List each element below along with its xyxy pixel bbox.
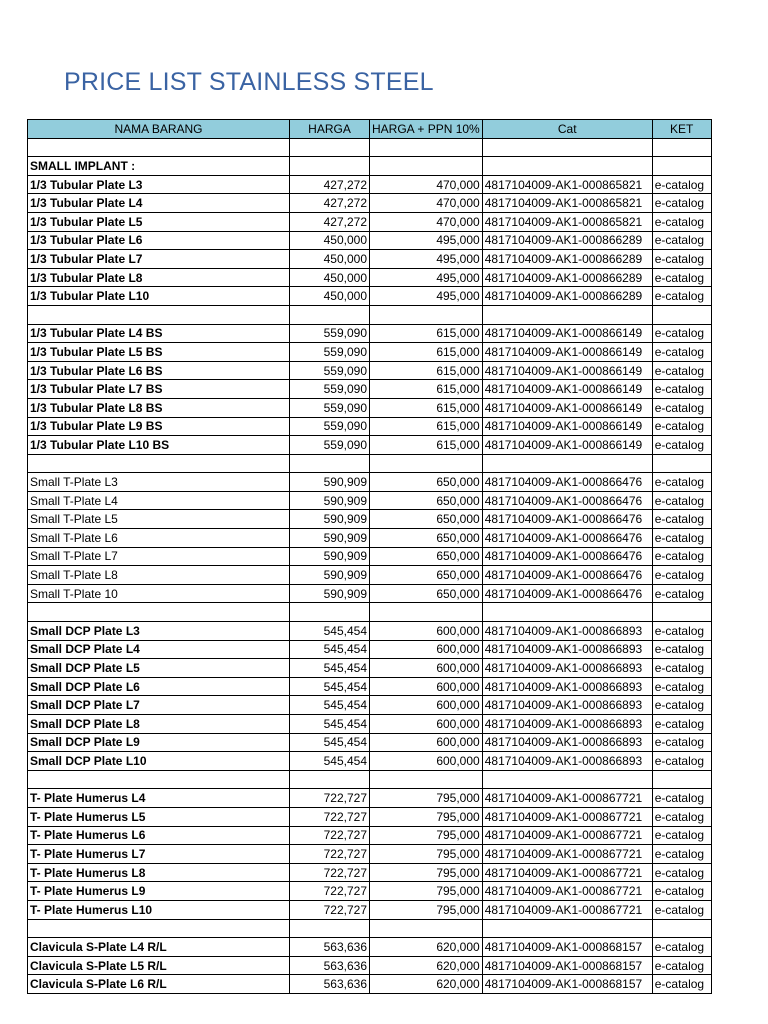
- cell-ket[interactable]: e-catalog: [652, 622, 711, 641]
- cell-ket[interactable]: e-catalog: [652, 715, 711, 734]
- cell-cat[interactable]: 4817104009-AK1-000866893: [482, 696, 652, 715]
- cell-harga[interactable]: 559,090: [290, 324, 370, 343]
- cell-cat[interactable]: 4817104009-AK1-000866149: [482, 324, 652, 343]
- cell-cat[interactable]: [482, 157, 652, 176]
- cell-cat[interactable]: 4817104009-AK1-000866149: [482, 436, 652, 455]
- cell-harga[interactable]: 559,090: [290, 436, 370, 455]
- cell-nama-barang[interactable]: 1/3 Tubular Plate L6: [28, 231, 290, 250]
- cell-ket[interactable]: e-catalog: [652, 268, 711, 287]
- cell-harga[interactable]: 545,454: [290, 677, 370, 696]
- cell-cat[interactable]: [482, 770, 652, 789]
- cell-harga-ppn[interactable]: 650,000: [370, 584, 483, 603]
- cell-harga-ppn[interactable]: 600,000: [370, 659, 483, 678]
- cell-harga[interactable]: 563,636: [290, 975, 370, 994]
- table-row: [28, 547, 712, 566]
- cell-harga[interactable]: [290, 603, 370, 622]
- cell-nama-barang[interactable]: Small T-Plate L3: [28, 473, 290, 492]
- cell-ket[interactable]: e-catalog: [652, 398, 711, 417]
- cell-harga-ppn[interactable]: 620,000: [370, 956, 483, 975]
- cell-nama-barang[interactable]: Small T-Plate L8: [28, 566, 290, 585]
- cell-ket[interactable]: e-catalog: [652, 529, 711, 548]
- blank-row: [28, 454, 712, 473]
- cell-nama-barang[interactable]: 1/3 Tubular Plate L4: [28, 194, 290, 213]
- cell-ket[interactable]: [652, 454, 711, 473]
- cell-ket[interactable]: e-catalog: [652, 640, 711, 659]
- cell-harga[interactable]: 450,000: [290, 231, 370, 250]
- table-row: [28, 231, 712, 250]
- table-row: [28, 529, 712, 548]
- cell-harga[interactable]: [290, 454, 370, 473]
- cell-nama-barang[interactable]: [28, 138, 290, 157]
- price-table: [27, 119, 712, 994]
- cell-ket[interactable]: e-catalog: [652, 417, 711, 436]
- cell-harga[interactable]: 590,909: [290, 529, 370, 548]
- cell-cat[interactable]: 4817104009-AK1-000866476: [482, 491, 652, 510]
- cell-harga[interactable]: 563,636: [290, 938, 370, 957]
- blank-row: [28, 919, 712, 938]
- cell-ket[interactable]: e-catalog: [652, 882, 711, 901]
- cell-harga[interactable]: 545,454: [290, 696, 370, 715]
- cell-harga[interactable]: 722,727: [290, 789, 370, 808]
- cell-ket[interactable]: [652, 603, 711, 622]
- cell-harga-ppn[interactable]: 600,000: [370, 640, 483, 659]
- cell-harga-ppn[interactable]: 620,000: [370, 938, 483, 957]
- cell-cat[interactable]: 4817104009-AK1-000867721: [482, 826, 652, 845]
- section-row: [28, 157, 712, 176]
- cell-nama-barang[interactable]: 1/3 Tubular Plate L6 BS: [28, 361, 290, 380]
- cell-harga[interactable]: 590,909: [290, 547, 370, 566]
- cell-nama-barang[interactable]: Small T-Plate L4: [28, 491, 290, 510]
- table-row: [28, 622, 712, 641]
- column-header-nama-barang[interactable]: NAMA BARANG: [28, 120, 290, 139]
- cell-ket[interactable]: [652, 770, 711, 789]
- cell-nama-barang[interactable]: 1/3 Tubular Plate L5 BS: [28, 343, 290, 362]
- cell-harga-ppn[interactable]: 795,000: [370, 882, 483, 901]
- table-row: [28, 640, 712, 659]
- cell-harga[interactable]: 450,000: [290, 250, 370, 269]
- cell-nama-barang[interactable]: 1/3 Tubular Plate L5: [28, 212, 290, 231]
- table-row: [28, 733, 712, 752]
- cell-harga[interactable]: 722,727: [290, 826, 370, 845]
- cell-nama-barang[interactable]: 1/3 Tubular Plate L10 BS: [28, 436, 290, 455]
- cell-nama-barang[interactable]: Small DCP Plate L8: [28, 715, 290, 734]
- cell-cat[interactable]: [482, 305, 652, 324]
- cell-harga-ppn[interactable]: 650,000: [370, 491, 483, 510]
- cell-harga[interactable]: 559,090: [290, 417, 370, 436]
- cell-harga-ppn[interactable]: 495,000: [370, 250, 483, 269]
- cell-nama-barang[interactable]: Clavicula S-Plate L4 R/L: [28, 938, 290, 957]
- cell-ket[interactable]: e-catalog: [652, 584, 711, 603]
- column-header-harga-ppn[interactable]: HARGA + PPN 10%: [370, 120, 483, 139]
- cell-ket[interactable]: e-catalog: [652, 900, 711, 919]
- cell-harga-ppn[interactable]: 795,000: [370, 807, 483, 826]
- column-header-harga[interactable]: HARGA: [290, 120, 370, 139]
- cell-nama-barang[interactable]: T- Plate Humerus L5: [28, 807, 290, 826]
- cell-harga-ppn[interactable]: 470,000: [370, 175, 483, 194]
- cell-harga-ppn[interactable]: 600,000: [370, 715, 483, 734]
- cell-harga[interactable]: 559,090: [290, 398, 370, 417]
- cell-harga-ppn[interactable]: 495,000: [370, 268, 483, 287]
- table-row: [28, 212, 712, 231]
- cell-harga[interactable]: 545,454: [290, 733, 370, 752]
- table-row: [28, 398, 712, 417]
- cell-harga-ppn[interactable]: 650,000: [370, 566, 483, 585]
- cell-cat[interactable]: 4817104009-AK1-000866476: [482, 473, 652, 492]
- cell-nama-barang[interactable]: Small DCP Plate L6: [28, 677, 290, 696]
- table-row: [28, 659, 712, 678]
- cell-harga-ppn[interactable]: 650,000: [370, 547, 483, 566]
- cell-ket[interactable]: e-catalog: [652, 250, 711, 269]
- cell-harga[interactable]: 450,000: [290, 287, 370, 306]
- cell-nama-barang[interactable]: 1/3 Tubular Plate L7 BS: [28, 380, 290, 399]
- cell-nama-barang[interactable]: Small DCP Plate L10: [28, 752, 290, 771]
- cell-cat[interactable]: 4817104009-AK1-000866149: [482, 398, 652, 417]
- cell-harga-ppn[interactable]: [370, 603, 483, 622]
- cell-harga[interactable]: 545,454: [290, 715, 370, 734]
- cell-cat[interactable]: 4817104009-AK1-000866289: [482, 231, 652, 250]
- cell-nama-barang[interactable]: Small T-Plate L6: [28, 529, 290, 548]
- table-row: [28, 845, 712, 864]
- cell-harga[interactable]: 722,727: [290, 845, 370, 864]
- cell-harga[interactable]: 545,454: [290, 640, 370, 659]
- cell-harga[interactable]: [290, 138, 370, 157]
- cell-harga[interactable]: 450,000: [290, 268, 370, 287]
- cell-cat[interactable]: 4817104009-AK1-000866289: [482, 268, 652, 287]
- cell-harga-ppn[interactable]: 795,000: [370, 789, 483, 808]
- cell-ket[interactable]: e-catalog: [652, 473, 711, 492]
- cell-ket[interactable]: e-catalog: [652, 510, 711, 529]
- cell-cat[interactable]: 4817104009-AK1-000868157: [482, 975, 652, 994]
- cell-harga-ppn[interactable]: 470,000: [370, 212, 483, 231]
- table-row: [28, 956, 712, 975]
- table-row: [28, 900, 712, 919]
- table-row: [28, 491, 712, 510]
- cell-harga[interactable]: 590,909: [290, 473, 370, 492]
- cell-nama-barang[interactable]: T- Plate Humerus L7: [28, 845, 290, 864]
- cell-cat[interactable]: 4817104009-AK1-000865821: [482, 175, 652, 194]
- cell-ket[interactable]: e-catalog: [652, 826, 711, 845]
- cell-harga-ppn[interactable]: [370, 454, 483, 473]
- cell-harga-ppn[interactable]: 615,000: [370, 398, 483, 417]
- cell-harga[interactable]: 590,909: [290, 510, 370, 529]
- table-row: [28, 677, 712, 696]
- cell-harga-ppn[interactable]: 650,000: [370, 529, 483, 548]
- cell-harga-ppn[interactable]: 600,000: [370, 677, 483, 696]
- cell-nama-barang[interactable]: [28, 770, 290, 789]
- cell-ket[interactable]: e-catalog: [652, 566, 711, 585]
- table-row: [28, 584, 712, 603]
- table-row: [28, 715, 712, 734]
- cell-harga[interactable]: [290, 305, 370, 324]
- cell-harga-ppn[interactable]: 470,000: [370, 194, 483, 213]
- cell-cat[interactable]: 4817104009-AK1-000865821: [482, 194, 652, 213]
- cell-harga[interactable]: 545,454: [290, 622, 370, 641]
- cell-nama-barang[interactable]: T- Plate Humerus L6: [28, 826, 290, 845]
- cell-harga-ppn[interactable]: 615,000: [370, 436, 483, 455]
- cell-cat[interactable]: 4817104009-AK1-000867721: [482, 882, 652, 901]
- cell-cat[interactable]: 4817104009-AK1-000866893: [482, 715, 652, 734]
- cell-ket[interactable]: e-catalog: [652, 175, 711, 194]
- table-row: [28, 194, 712, 213]
- blank-row: [28, 770, 712, 789]
- table-row: [28, 324, 712, 343]
- table-row: [28, 789, 712, 808]
- cell-ket[interactable]: e-catalog: [652, 956, 711, 975]
- cell-nama-barang[interactable]: Small DCP Plate L9: [28, 733, 290, 752]
- table-row: [28, 826, 712, 845]
- cell-ket[interactable]: e-catalog: [652, 194, 711, 213]
- cell-nama-barang[interactable]: Small DCP Plate L4: [28, 640, 290, 659]
- cell-harga-ppn[interactable]: [370, 770, 483, 789]
- cell-harga[interactable]: 427,272: [290, 175, 370, 194]
- cell-cat[interactable]: 4817104009-AK1-000866893: [482, 622, 652, 641]
- cell-harga[interactable]: [290, 157, 370, 176]
- cell-cat[interactable]: 4817104009-AK1-000865821: [482, 212, 652, 231]
- cell-nama-barang[interactable]: T- Plate Humerus L8: [28, 863, 290, 882]
- cell-cat[interactable]: 4817104009-AK1-000866893: [482, 659, 652, 678]
- cell-nama-barang[interactable]: 1/3 Tubular Plate L4 BS: [28, 324, 290, 343]
- cell-harga-ppn[interactable]: 615,000: [370, 343, 483, 362]
- cell-nama-barang[interactable]: 1/3 Tubular Plate L9 BS: [28, 417, 290, 436]
- cell-ket[interactable]: e-catalog: [652, 491, 711, 510]
- cell-harga-ppn[interactable]: 795,000: [370, 900, 483, 919]
- cell-ket[interactable]: e-catalog: [652, 845, 711, 864]
- cell-harga-ppn[interactable]: [370, 157, 483, 176]
- cell-harga[interactable]: 590,909: [290, 584, 370, 603]
- cell-cat[interactable]: [482, 454, 652, 473]
- cell-nama-barang[interactable]: T- Plate Humerus L9: [28, 882, 290, 901]
- cell-cat[interactable]: 4817104009-AK1-000866893: [482, 677, 652, 696]
- cell-cat[interactable]: 4817104009-AK1-000867721: [482, 789, 652, 808]
- cell-cat[interactable]: 4817104009-AK1-000867721: [482, 863, 652, 882]
- cell-cat[interactable]: [482, 138, 652, 157]
- cell-ket[interactable]: e-catalog: [652, 361, 711, 380]
- cell-nama-barang[interactable]: Clavicula S-Plate L6 R/L: [28, 975, 290, 994]
- table-row: [28, 938, 712, 957]
- cell-harga-ppn[interactable]: 600,000: [370, 622, 483, 641]
- cell-harga[interactable]: [290, 770, 370, 789]
- cell-nama-barang[interactable]: Small DCP Plate L3: [28, 622, 290, 641]
- cell-ket[interactable]: [652, 138, 711, 157]
- cell-ket[interactable]: e-catalog: [652, 789, 711, 808]
- cell-nama-barang[interactable]: Small T-Plate L5: [28, 510, 290, 529]
- cell-harga[interactable]: 427,272: [290, 212, 370, 231]
- cell-harga-ppn[interactable]: 650,000: [370, 510, 483, 529]
- blank-row: [28, 305, 712, 324]
- table-body: [28, 138, 712, 993]
- cell-nama-barang[interactable]: Small T-Plate L7: [28, 547, 290, 566]
- cell-ket[interactable]: e-catalog: [652, 863, 711, 882]
- cell-cat[interactable]: 4817104009-AK1-000866289: [482, 287, 652, 306]
- cell-harga-ppn[interactable]: 620,000: [370, 975, 483, 994]
- table-row: [28, 696, 712, 715]
- table-row: [28, 436, 712, 455]
- table-row: [28, 343, 712, 362]
- cell-ket[interactable]: e-catalog: [652, 380, 711, 399]
- cell-harga-ppn[interactable]: 615,000: [370, 380, 483, 399]
- cell-ket[interactable]: e-catalog: [652, 659, 711, 678]
- table-row: [28, 250, 712, 269]
- cell-nama-barang[interactable]: T- Plate Humerus L4: [28, 789, 290, 808]
- table-row: [28, 380, 712, 399]
- cell-ket[interactable]: e-catalog: [652, 975, 711, 994]
- cell-cat[interactable]: 4817104009-AK1-000866149: [482, 343, 652, 362]
- table-row: [28, 473, 712, 492]
- cell-nama-barang[interactable]: 1/3 Tubular Plate L8 BS: [28, 398, 290, 417]
- table-row: [28, 863, 712, 882]
- cell-ket[interactable]: e-catalog: [652, 343, 711, 362]
- cell-harga-ppn[interactable]: 495,000: [370, 231, 483, 250]
- cell-nama-barang[interactable]: [28, 305, 290, 324]
- cell-harga-ppn[interactable]: 600,000: [370, 752, 483, 771]
- cell-harga[interactable]: 563,636: [290, 956, 370, 975]
- cell-harga[interactable]: [290, 919, 370, 938]
- cell-harga[interactable]: 559,090: [290, 361, 370, 380]
- cell-harga-ppn[interactable]: 615,000: [370, 361, 483, 380]
- cell-nama-barang[interactable]: SMALL IMPLANT :: [28, 157, 290, 176]
- table-row: [28, 268, 712, 287]
- cell-ket[interactable]: e-catalog: [652, 547, 711, 566]
- table-row: [28, 882, 712, 901]
- table-row: [28, 752, 712, 771]
- cell-harga-ppn[interactable]: 495,000: [370, 287, 483, 306]
- cell-harga-ppn[interactable]: 795,000: [370, 845, 483, 864]
- cell-cat[interactable]: 4817104009-AK1-000866893: [482, 733, 652, 752]
- table-row: [28, 175, 712, 194]
- cell-ket[interactable]: e-catalog: [652, 938, 711, 957]
- cell-harga[interactable]: 722,727: [290, 882, 370, 901]
- cell-cat[interactable]: 4817104009-AK1-000866149: [482, 361, 652, 380]
- cell-cat[interactable]: 4817104009-AK1-000866289: [482, 250, 652, 269]
- cell-cat[interactable]: 4817104009-AK1-000868157: [482, 938, 652, 957]
- cell-harga[interactable]: 545,454: [290, 659, 370, 678]
- cell-cat[interactable]: [482, 603, 652, 622]
- cell-harga-ppn[interactable]: 600,000: [370, 733, 483, 752]
- cell-cat[interactable]: 4817104009-AK1-000866476: [482, 547, 652, 566]
- cell-nama-barang[interactable]: [28, 919, 290, 938]
- column-header-ket[interactable]: KET: [652, 120, 711, 139]
- cell-cat[interactable]: 4817104009-AK1-000868157: [482, 956, 652, 975]
- cell-nama-barang[interactable]: Small DCP Plate L7: [28, 696, 290, 715]
- cell-harga-ppn[interactable]: 795,000: [370, 826, 483, 845]
- cell-nama-barang[interactable]: 1/3 Tubular Plate L8: [28, 268, 290, 287]
- cell-harga-ppn[interactable]: 615,000: [370, 324, 483, 343]
- cell-cat[interactable]: 4817104009-AK1-000866149: [482, 380, 652, 399]
- cell-harga[interactable]: 590,909: [290, 566, 370, 585]
- cell-nama-barang[interactable]: 1/3 Tubular Plate L7: [28, 250, 290, 269]
- cell-ket[interactable]: e-catalog: [652, 696, 711, 715]
- cell-harga[interactable]: 590,909: [290, 491, 370, 510]
- cell-nama-barang[interactable]: [28, 603, 290, 622]
- cell-cat[interactable]: 4817104009-AK1-000867721: [482, 807, 652, 826]
- column-header-cat[interactable]: Cat: [482, 120, 652, 139]
- table-row: [28, 361, 712, 380]
- cell-harga[interactable]: 427,272: [290, 194, 370, 213]
- cell-cat[interactable]: 4817104009-AK1-000866476: [482, 566, 652, 585]
- cell-harga-ppn[interactable]: [370, 919, 483, 938]
- cell-nama-barang[interactable]: [28, 454, 290, 473]
- table-row: [28, 417, 712, 436]
- cell-nama-barang[interactable]: 1/3 Tubular Plate L3: [28, 175, 290, 194]
- cell-nama-barang[interactable]: 1/3 Tubular Plate L10: [28, 287, 290, 306]
- cell-cat[interactable]: 4817104009-AK1-000866893: [482, 752, 652, 771]
- cell-ket[interactable]: e-catalog: [652, 436, 711, 455]
- cell-harga[interactable]: 559,090: [290, 343, 370, 362]
- cell-ket[interactable]: e-catalog: [652, 752, 711, 771]
- cell-nama-barang[interactable]: Clavicula S-Plate L5 R/L: [28, 956, 290, 975]
- cell-ket[interactable]: e-catalog: [652, 807, 711, 826]
- cell-cat[interactable]: 4817104009-AK1-000867721: [482, 845, 652, 864]
- header-row: [28, 120, 712, 139]
- cell-cat[interactable]: 4817104009-AK1-000866476: [482, 510, 652, 529]
- cell-ket[interactable]: e-catalog: [652, 324, 711, 343]
- cell-cat[interactable]: 4817104009-AK1-000866476: [482, 529, 652, 548]
- cell-cat[interactable]: 4817104009-AK1-000866893: [482, 640, 652, 659]
- cell-harga[interactable]: 722,727: [290, 900, 370, 919]
- table-row: [28, 807, 712, 826]
- cell-ket[interactable]: [652, 157, 711, 176]
- blank-row: [28, 603, 712, 622]
- cell-ket[interactable]: e-catalog: [652, 212, 711, 231]
- cell-harga[interactable]: 559,090: [290, 380, 370, 399]
- cell-cat[interactable]: 4817104009-AK1-000866149: [482, 417, 652, 436]
- table-row: [28, 566, 712, 585]
- cell-cat[interactable]: [482, 919, 652, 938]
- cell-nama-barang[interactable]: Small DCP Plate L5: [28, 659, 290, 678]
- blank-row: [28, 138, 712, 157]
- table-row: [28, 975, 712, 994]
- cell-harga-ppn[interactable]: [370, 138, 483, 157]
- cell-harga-ppn[interactable]: 650,000: [370, 473, 483, 492]
- cell-ket[interactable]: e-catalog: [652, 733, 711, 752]
- cell-cat[interactable]: 4817104009-AK1-000866476: [482, 584, 652, 603]
- cell-harga-ppn[interactable]: 600,000: [370, 696, 483, 715]
- cell-ket[interactable]: e-catalog: [652, 287, 711, 306]
- cell-harga[interactable]: 722,727: [290, 863, 370, 882]
- page-title: PRICE LIST STAINLESS STEEL: [64, 68, 434, 96]
- cell-harga-ppn[interactable]: [370, 305, 483, 324]
- table-row: [28, 287, 712, 306]
- cell-nama-barang[interactable]: Small T-Plate 10: [28, 584, 290, 603]
- cell-ket[interactable]: e-catalog: [652, 231, 711, 250]
- cell-harga-ppn[interactable]: 615,000: [370, 417, 483, 436]
- cell-harga-ppn[interactable]: 795,000: [370, 863, 483, 882]
- cell-cat[interactable]: 4817104009-AK1-000867721: [482, 900, 652, 919]
- table-row: [28, 510, 712, 529]
- cell-ket[interactable]: e-catalog: [652, 677, 711, 696]
- cell-ket[interactable]: [652, 919, 711, 938]
- cell-harga[interactable]: 545,454: [290, 752, 370, 771]
- cell-ket[interactable]: [652, 305, 711, 324]
- cell-harga[interactable]: 722,727: [290, 807, 370, 826]
- cell-nama-barang[interactable]: T- Plate Humerus L10: [28, 900, 290, 919]
